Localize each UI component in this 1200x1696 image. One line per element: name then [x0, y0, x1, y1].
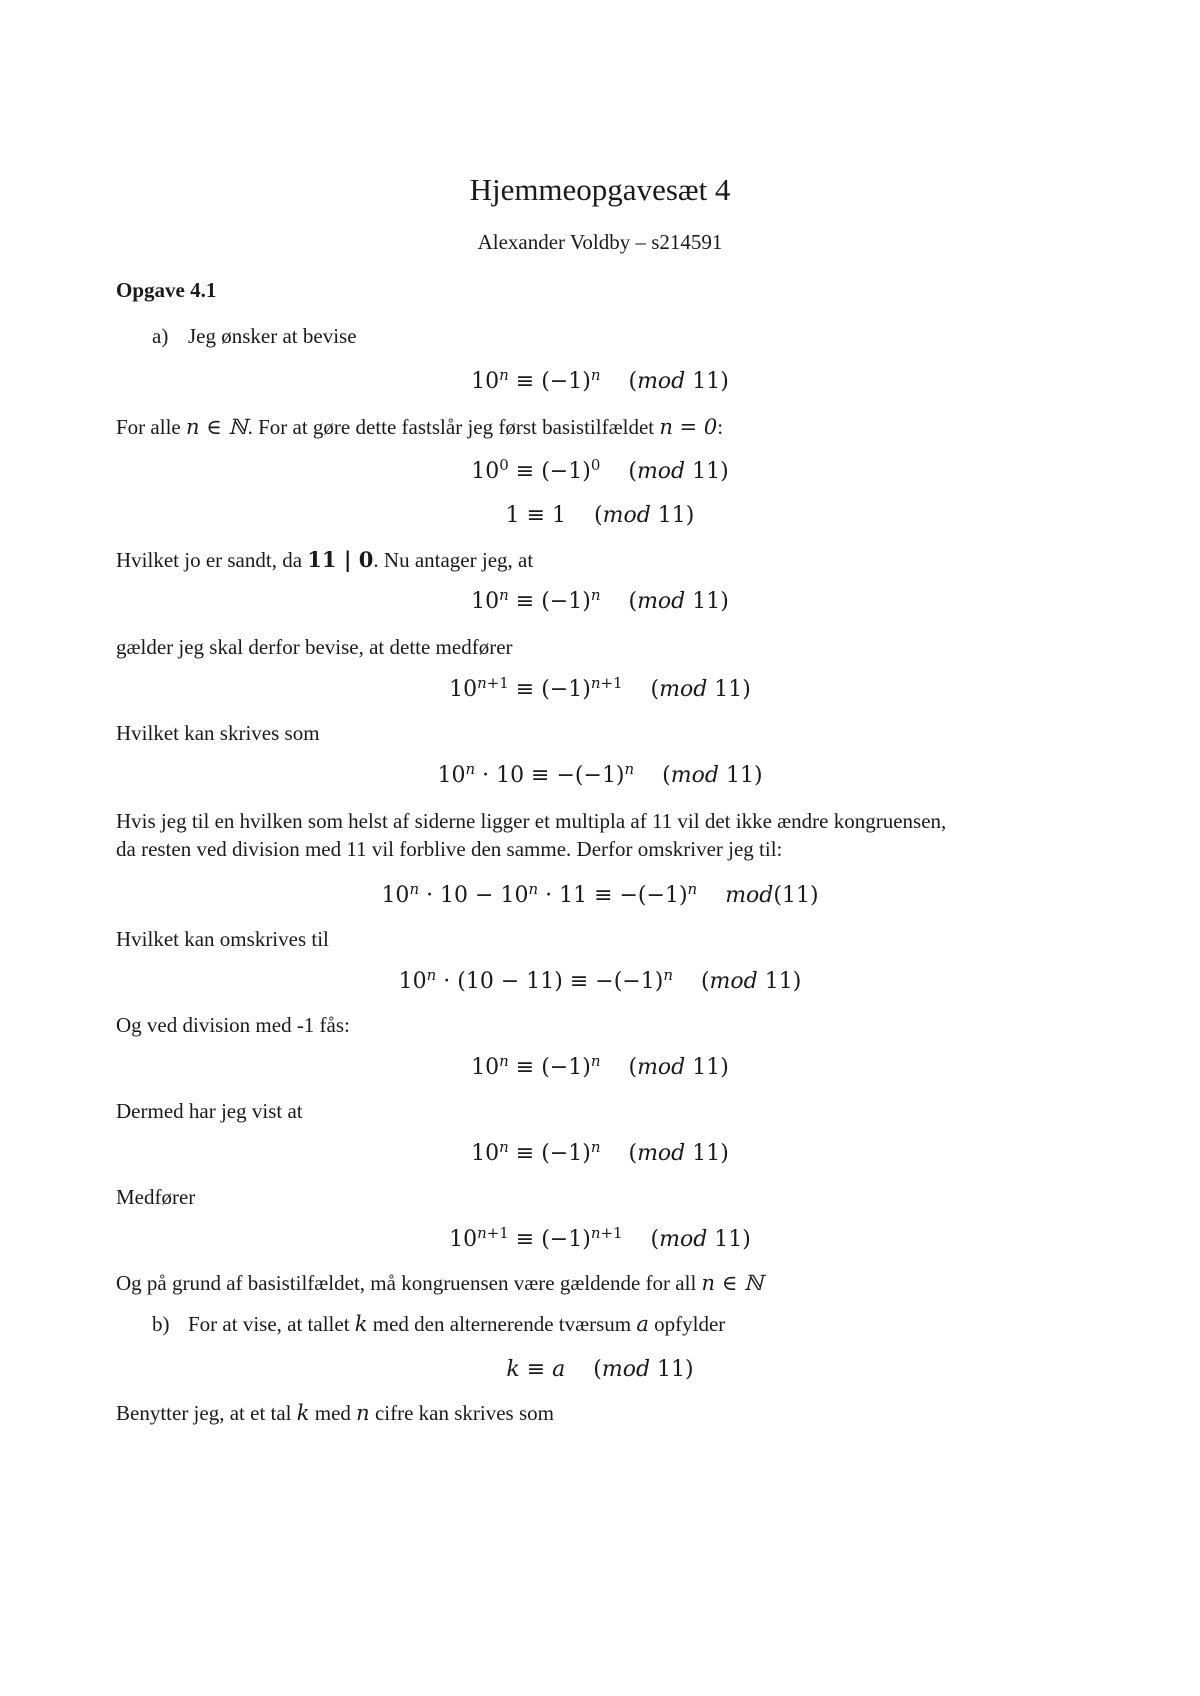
item-label-a: a) [152, 324, 169, 348]
paragraph-7: Og ved division med -1 fås: [116, 1013, 350, 1037]
equation-4: $10^n \equiv (-1)^n$ (mod 11) [471, 585, 729, 614]
paragraph-1: For alle n ∈ ℕ. For at gøre dette fastslår jeg først basistilfældet n = 0: [116, 415, 724, 439]
paragraph-3: gælder jeg skal derfor bevise, at dette medfører [116, 635, 513, 659]
equation-12: k ≡ a (mod 11) [506, 1357, 694, 1382]
paragraph-9: Medfører [116, 1185, 196, 1209]
equation-8: $10^n \cdot (10 - 11) \equiv -(-1)^n$ (mod 11) [398, 965, 802, 994]
document-title: Hjemmeopgavesæt 4 [469, 172, 731, 207]
list-item-a [152, 324, 357, 349]
equation-10: $10^n \equiv (-1)^n$ (mod 11) [471, 1137, 729, 1166]
equation-5: $10^{n+1} \equiv (-1)^{n+1}$ (mod 11) [449, 673, 751, 702]
document-author: Alexander Voldby – s214591 [477, 230, 723, 254]
item-label-b: b) [152, 1312, 170, 1336]
paragraph-5-line-2: da resten ved division med 11 vil forblive den samme. Derfor omskriver jeg til: [116, 837, 783, 861]
item-text-a: Jeg ønsker at bevise [188, 324, 357, 348]
paragraph-11: Benytter jeg, at et tal k med n cifre kan skrives som [116, 1401, 554, 1425]
list-item-b: b) For at vise, at tallet k med den alternerende tværsum a opfylder [152, 1312, 726, 1336]
paragraph-5-line-1: Hvis jeg til en hvilken som helst af siderne ligger et multipla af 11 vil det ikke ændre kongruensen, [116, 809, 947, 833]
equation-11: $10^{n+1} \equiv (-1)^{n+1}$ (mod 11) [449, 1223, 751, 1252]
section-heading: Opgave 4.1 [116, 278, 217, 302]
equation-2: $10^0 \equiv (-1)^0$ (mod 11) [471, 455, 729, 484]
paragraph-8: Dermed har jeg vist at [116, 1099, 303, 1123]
equation-6: $10^n \cdot 10 \equiv -(-1)^n$ (mod 11) [437, 759, 763, 788]
paragraph-10: Og på grund af basistilfældet, må kongruensen være gældende for all n ∈ ℕ [116, 1271, 764, 1295]
paragraph-2: Hvilket jo er sandt, da 11 | 0. Nu antager jeg, at [116, 547, 534, 572]
equation-1: $10^n \equiv (-1)^n$ (mod 11) [471, 365, 729, 394]
paragraph-4: Hvilket kan skrives som [116, 721, 320, 745]
equation-9: $10^n \equiv (-1)^n$ (mod 11) [471, 1051, 729, 1080]
paragraph-6: Hvilket kan omskrives til [116, 927, 329, 951]
equation-3: 1 ≡ 1 (mod 11) [505, 503, 695, 528]
equation-7: $10^n \cdot 10 - 10^n \cdot 11 \equiv -(-1)^n$ mod(11) [381, 879, 819, 908]
